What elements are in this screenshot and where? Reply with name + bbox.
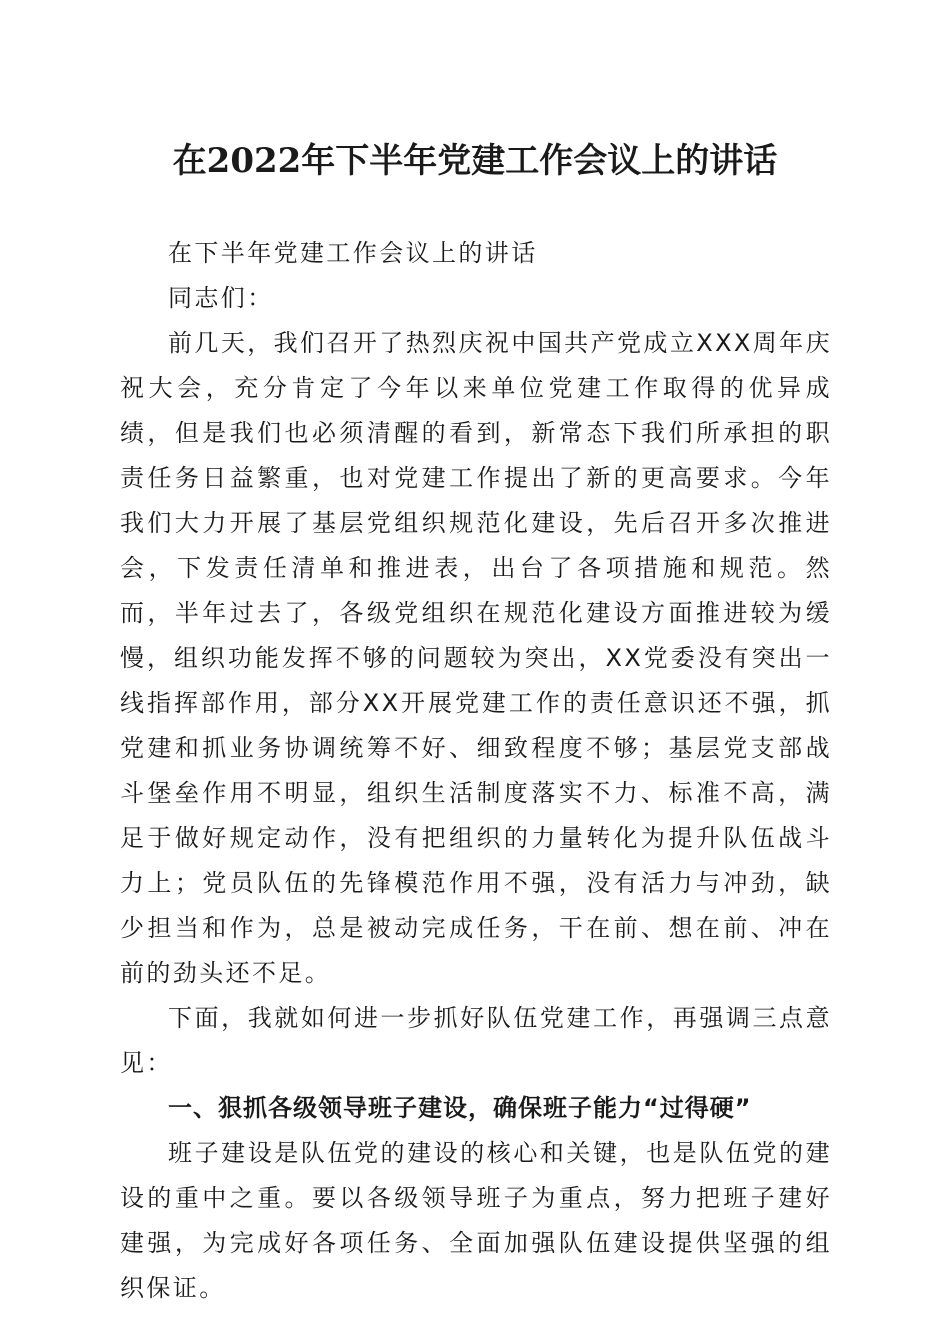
salutation-paragraph: 同志们： [168,284,274,312]
document-title: 在2022年下半年党建工作会议上的讲话 [172,141,778,181]
body-paragraph: 下面，我就如何进一步抓好队伍党建工作，再强调三点意见： [120,1004,832,1077]
body-paragraph: 前几天，我们召开了热烈庆祝中国共产党成立XXX周年庆祝大会，充分肯定了今年以来单位党建工作取得的优异成绩，但是我们也必须清醒的看到，新常态下我们所承担的职责任务日益繁重，也对党建工作提出了新的更高要求。今年我们大力开展了基层党组织规范化建设，先后召开多次推进会，下发责任清单和推进表，出台了各项措施和规范。然而，半年过去了，各级党组织在规范化建设方面推进较为缓慢，组织功能发挥不够的问题较为突出，XX党委没有突出一线指挥部作用，部分XX开展党建工作的责任意识还不强，抓党建和抓业务协调统筹不好、细致程度不够；基层党支部战斗堡垒作用不明显，组织生活制度落实不力、标准不高，满足于做好规定动作，没有把组织的力量转化为提升队伍战斗力上；党员队伍的先锋模范作用不强，没有活力与冲劲，缺少担当和作为，总是被动完成任务，干在前、想在前、冲在前的劲头还不足。 [120,329,832,987]
document-body [120,231,832,1311]
section-heading: 一、狠抓各级领导班子建设，确保班子能力“过得硬” [168,1094,752,1122]
subtitle-paragraph: 在下半年党建工作会议上的讲话 [168,239,538,267]
body-paragraph: 班子建设是队伍党的建设的核心和关键，也是队伍党的建设的重中之重。要以各级领导班子为重点，努力把班子建好建强，为完成好各项任务、全面加强队伍建设提供坚强的组织保证。 [120,1139,832,1302]
